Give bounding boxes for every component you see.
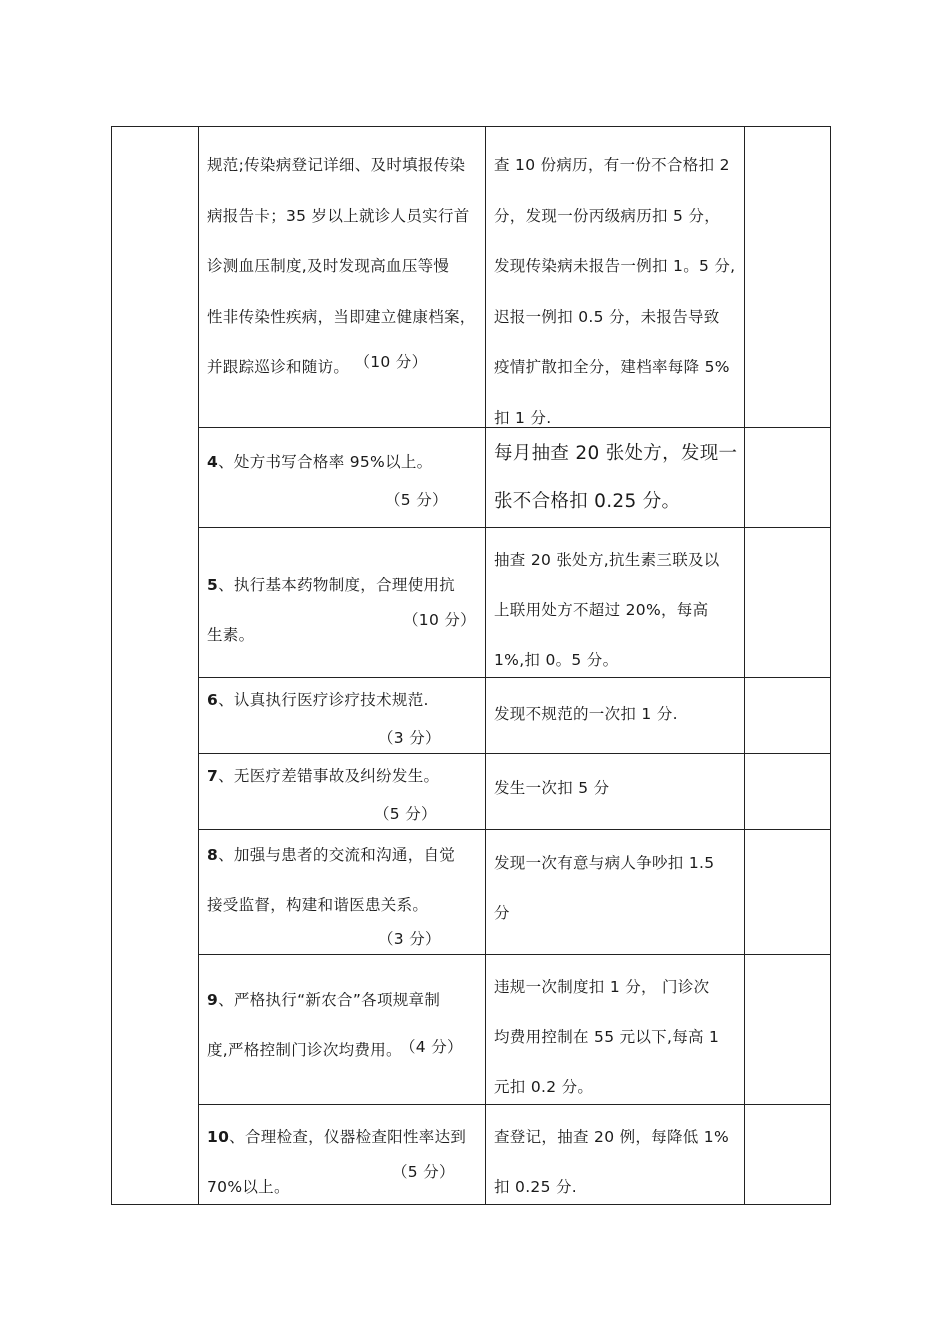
requirement-line: 6、认真执行医疗诊疗技术规范.: [207, 691, 429, 709]
criteria-line: 扣 0.25 分.: [494, 1178, 577, 1196]
score-label: （3 分）: [378, 930, 441, 948]
criteria-line: 张不合格扣 0.25 分。: [494, 491, 681, 512]
requirement-line: 9、严格执行“新农合”各项规章制: [207, 991, 441, 1009]
criteria-line: 疫情扩散扣全分，建档率每降 5%: [494, 358, 730, 376]
score-label: （10 分）: [354, 353, 428, 371]
criteria-line: 违规一次制度扣 1 分， 门诊次: [494, 978, 710, 996]
criteria-cell: [494, 140, 735, 443]
criteria-cell: [494, 535, 720, 685]
requirement-line: 生素。: [207, 626, 255, 644]
column-divider: [485, 127, 486, 1204]
requirement-line: 70%以上。: [207, 1178, 290, 1196]
requirement-line: 诊测血压制度,及时发现高血压等慢: [207, 257, 450, 275]
item-number: 10: [207, 1128, 230, 1146]
requirement-line: 度,严格控制门诊次均费用。: [207, 1041, 402, 1059]
column-divider: [198, 127, 199, 1204]
requirement-line: 并跟踪巡诊和随访。 （10 分）: [207, 342, 476, 393]
score-label: （5 分）: [392, 1163, 455, 1181]
criteria-line: 查 10 份病历，有一份不合格扣 2: [494, 156, 730, 174]
criteria-line: 发现不规范的一次扣 1 分.: [494, 705, 678, 723]
criteria-cell: [494, 1112, 729, 1212]
criteria-line: 1%,扣 0。5 分。: [494, 651, 619, 669]
criteria-line: 发生一次扣 5 分: [494, 779, 610, 797]
criteria-line: 发现一次有意与病人争吵扣 1.5: [494, 854, 715, 872]
criteria-cell: [494, 776, 609, 800]
criteria-cell: [494, 430, 737, 526]
criteria-line: 每月抽查 20 张处方，发现一: [494, 443, 738, 464]
item-number: 5: [207, 576, 219, 594]
item-number: 4: [207, 453, 219, 471]
requirement-cell: [207, 688, 429, 712]
requirement-line: 病报告卡；35 岁以上就诊人员实行首: [207, 206, 470, 225]
criteria-line: 元扣 0.2 分。: [494, 1078, 594, 1096]
score-label: （5 分）: [385, 491, 448, 509]
criteria-line: 迟报一例扣 0.5 分，未报告导致: [494, 307, 720, 326]
requirement-cell: [207, 450, 432, 474]
criteria-line: 查登记，抽查 20 例，每降低 1%: [494, 1128, 729, 1146]
score-label: （5 分）: [374, 805, 437, 823]
row-divider: [198, 753, 830, 754]
requirement-line: 8、加强与患者的交流和沟通，自觉: [207, 846, 456, 864]
item-number: 6: [207, 691, 219, 709]
requirement-line: 4、处方书写合格率 95%以上。: [207, 453, 433, 471]
criteria-line: 上联用处方不超过 20%，每高: [494, 601, 709, 619]
criteria-line: 均费用控制在 55 元以下,每高 1: [494, 1028, 720, 1046]
item-number: 9: [207, 991, 219, 1009]
criteria-line: 抽查 20 张处方,抗生素三联及以: [494, 551, 720, 569]
criteria-cell: [494, 702, 678, 726]
column-divider: [744, 127, 745, 1204]
criteria-line: 分，发现一份丙级病历扣 5 分，: [494, 206, 721, 225]
item-number: 7: [207, 767, 219, 785]
requirement-line: 性非传染性疾病，当即建立健康档案，: [207, 307, 476, 326]
criteria-line: 发现传染病未报告一例扣 1。5 分,: [494, 257, 736, 275]
row-divider: [198, 527, 830, 528]
score-label: （3 分）: [378, 729, 441, 747]
requirement-line: 10、合理检查，仪器检查阳性率达到: [207, 1128, 467, 1146]
requirement-cell: [207, 975, 440, 1075]
criteria-line: 分: [494, 904, 510, 922]
requirement-cell: [207, 830, 455, 930]
requirement-line: 规范;传染病登记详细、及时填报传染: [207, 156, 466, 174]
requirement-cell: [207, 764, 439, 788]
criteria-line: 扣 1 分.: [494, 408, 552, 427]
item-number: 8: [207, 846, 219, 864]
score-label: （10 分）: [403, 611, 476, 629]
score-label: （4 分）: [400, 1038, 463, 1056]
requirement-line: 5、执行基本药物制度，合理使用抗: [207, 576, 456, 594]
requirement-line: 7、无医疗差错事故及纠纷发生。: [207, 767, 440, 785]
requirement-cell: [207, 140, 476, 393]
requirement-line: 接受监督，构建和谐医患关系。: [207, 896, 429, 914]
criteria-cell: [494, 962, 719, 1112]
criteria-cell: [494, 838, 714, 938]
row-divider: [198, 954, 830, 955]
